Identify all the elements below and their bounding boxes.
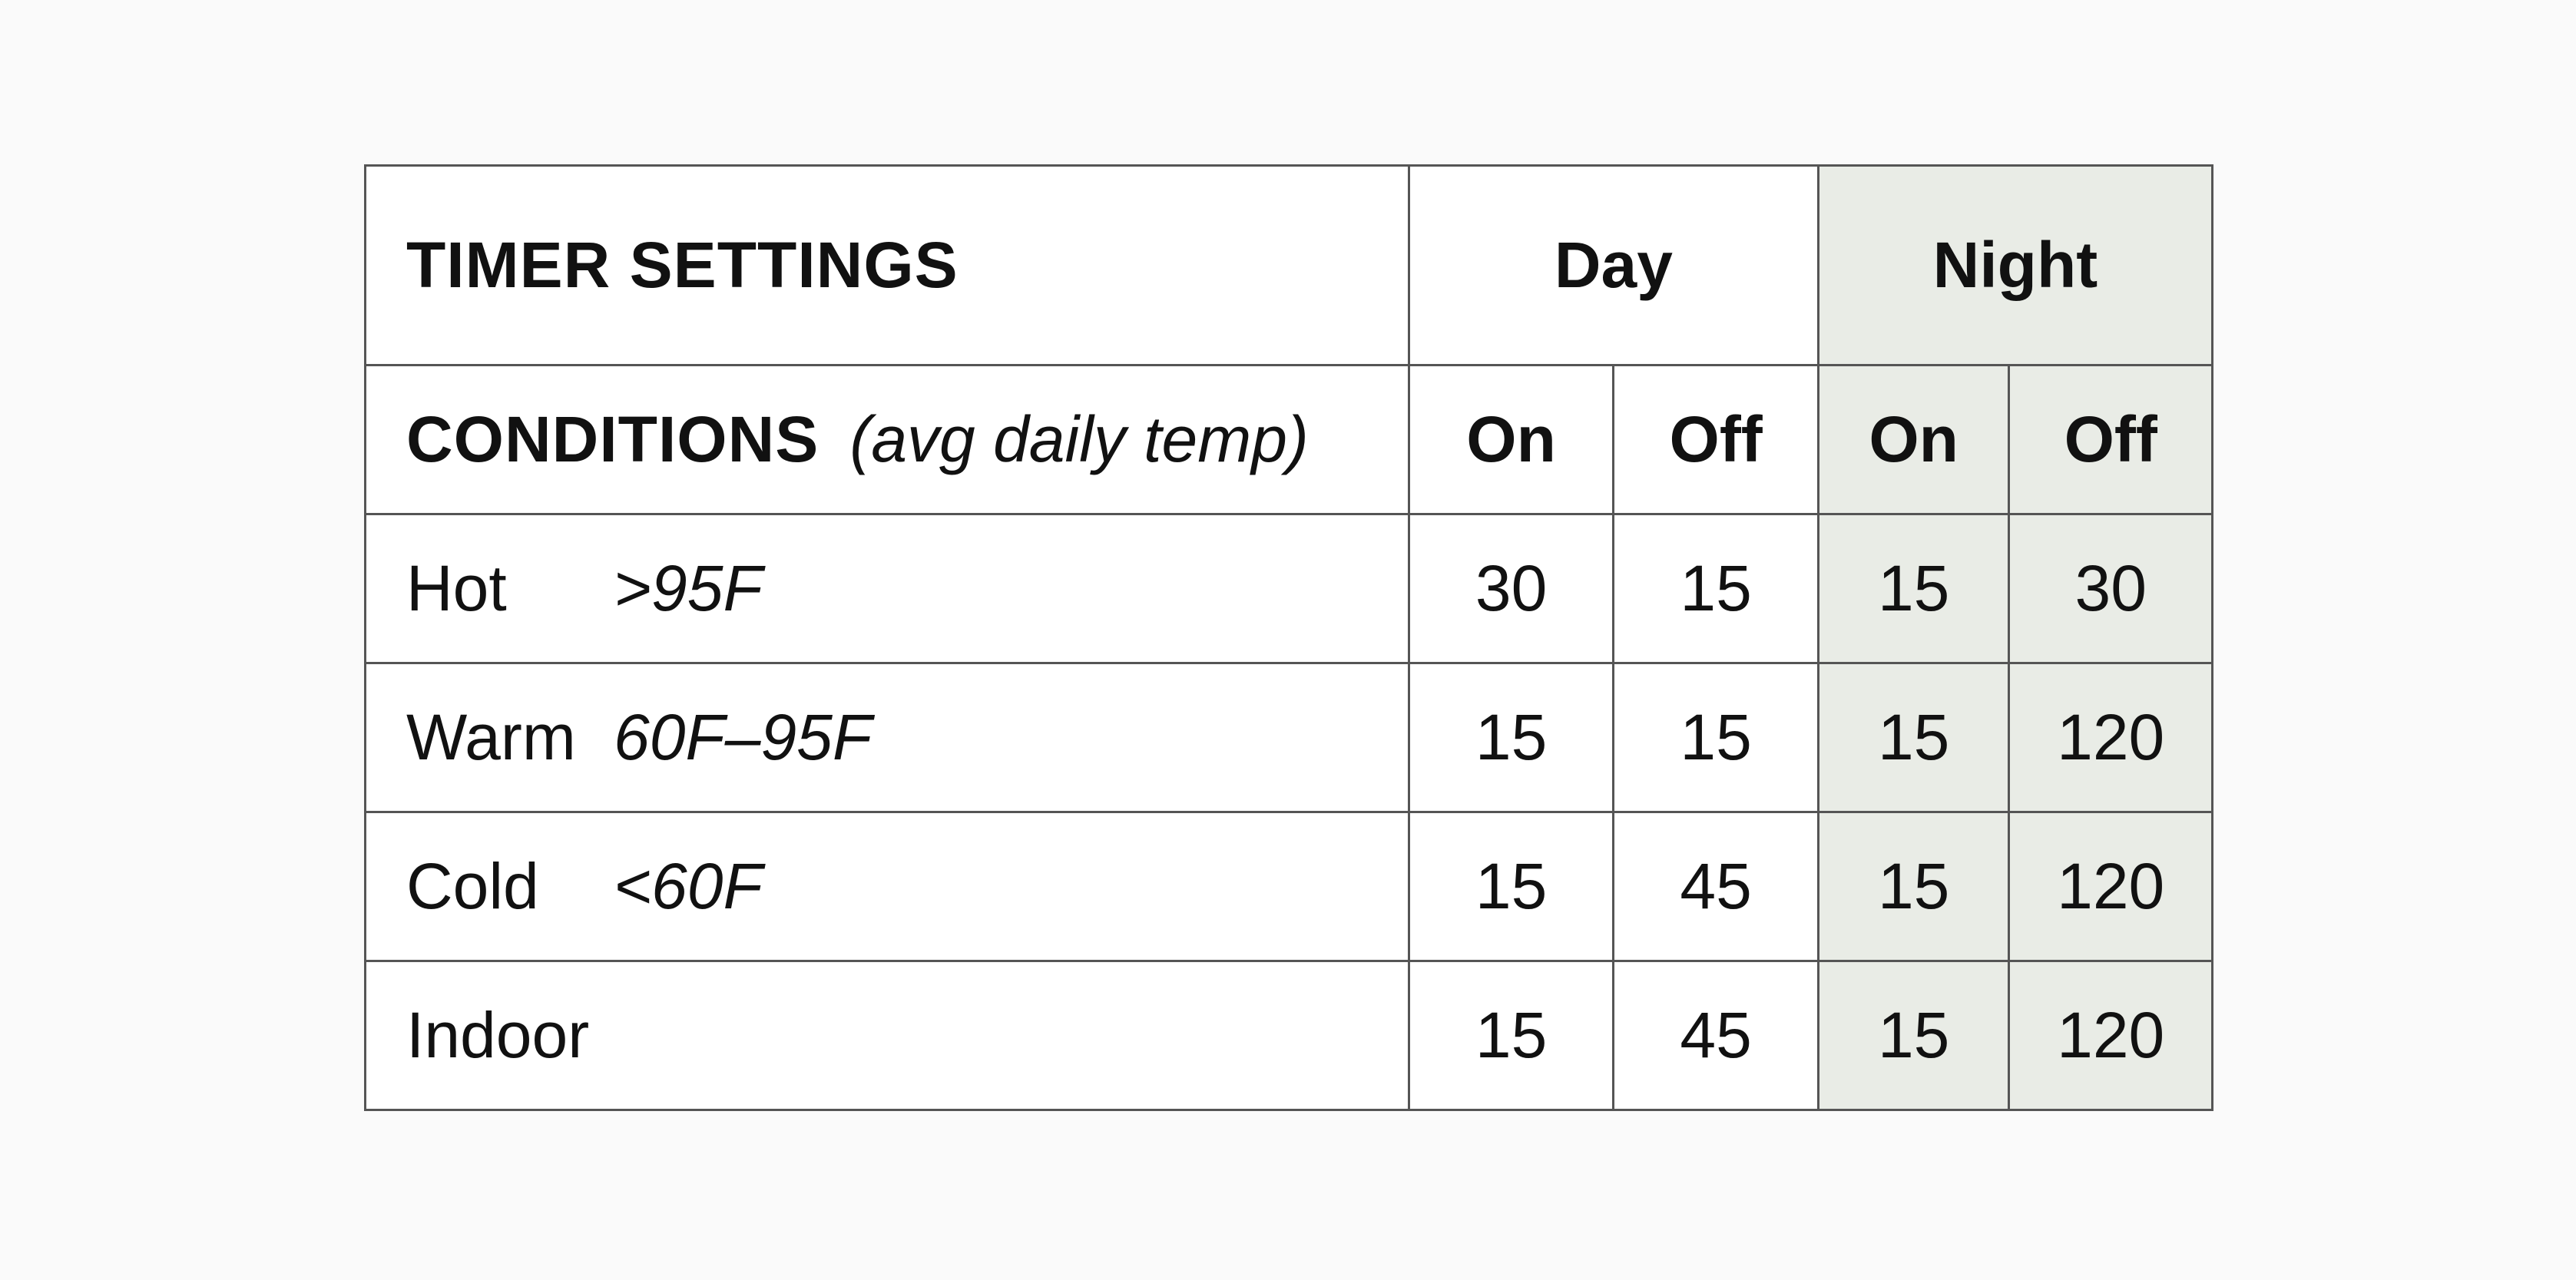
night-off-value: 120 <box>2009 812 2213 961</box>
day-on-value: 15 <box>1409 663 1614 812</box>
table-title: TIMER SETTINGS <box>366 166 1409 365</box>
condition-name: Indoor <box>406 999 590 1071</box>
night-on-value: 15 <box>1818 514 2009 663</box>
day-off-value: 15 <box>1614 514 1819 663</box>
condition-name: Cold <box>406 850 539 922</box>
night-on-value: 15 <box>1818 812 2009 961</box>
condition-name: Warm <box>406 701 576 773</box>
conditions-label: CONDITIONS <box>406 403 819 475</box>
condition-range: <60F <box>614 850 763 922</box>
subheader-row <box>366 365 2213 514</box>
table-row-cold <box>366 812 2213 961</box>
night-on-header: On <box>1818 365 2009 514</box>
day-on-value: 30 <box>1409 514 1614 663</box>
night-off-value: 120 <box>2009 961 2213 1110</box>
conditions-note: (avg daily temp) <box>849 403 1309 475</box>
day-off-value: 15 <box>1614 663 1819 812</box>
night-on-value: 15 <box>1818 663 2009 812</box>
table-row-warm <box>366 663 2213 812</box>
day-off-value: 45 <box>1614 812 1819 961</box>
timer-settings-table <box>364 164 2213 1111</box>
table-row-indoor <box>366 961 2213 1110</box>
condition-range: >95F <box>614 552 763 624</box>
condition-cell <box>366 663 1409 812</box>
day-off-value: 45 <box>1614 961 1819 1110</box>
conditions-header <box>366 365 1409 514</box>
table-row-hot <box>366 514 2213 663</box>
day-on-value: 15 <box>1409 961 1614 1110</box>
day-off-header: Off <box>1614 365 1819 514</box>
condition-cell <box>366 812 1409 961</box>
night-off-value: 120 <box>2009 663 2213 812</box>
condition-cell <box>366 961 1409 1110</box>
night-on-value: 15 <box>1818 961 2009 1110</box>
day-on-header: On <box>1409 365 1614 514</box>
day-group-header: Day <box>1409 166 1818 365</box>
day-on-value: 15 <box>1409 812 1614 961</box>
condition-cell <box>366 514 1409 663</box>
condition-range: 60F–95F <box>614 701 872 773</box>
header-row <box>366 166 2213 365</box>
night-off-value: 30 <box>2009 514 2213 663</box>
night-group-header: Night <box>1818 166 2212 365</box>
night-off-header: Off <box>2009 365 2213 514</box>
condition-name: Hot <box>406 552 507 624</box>
